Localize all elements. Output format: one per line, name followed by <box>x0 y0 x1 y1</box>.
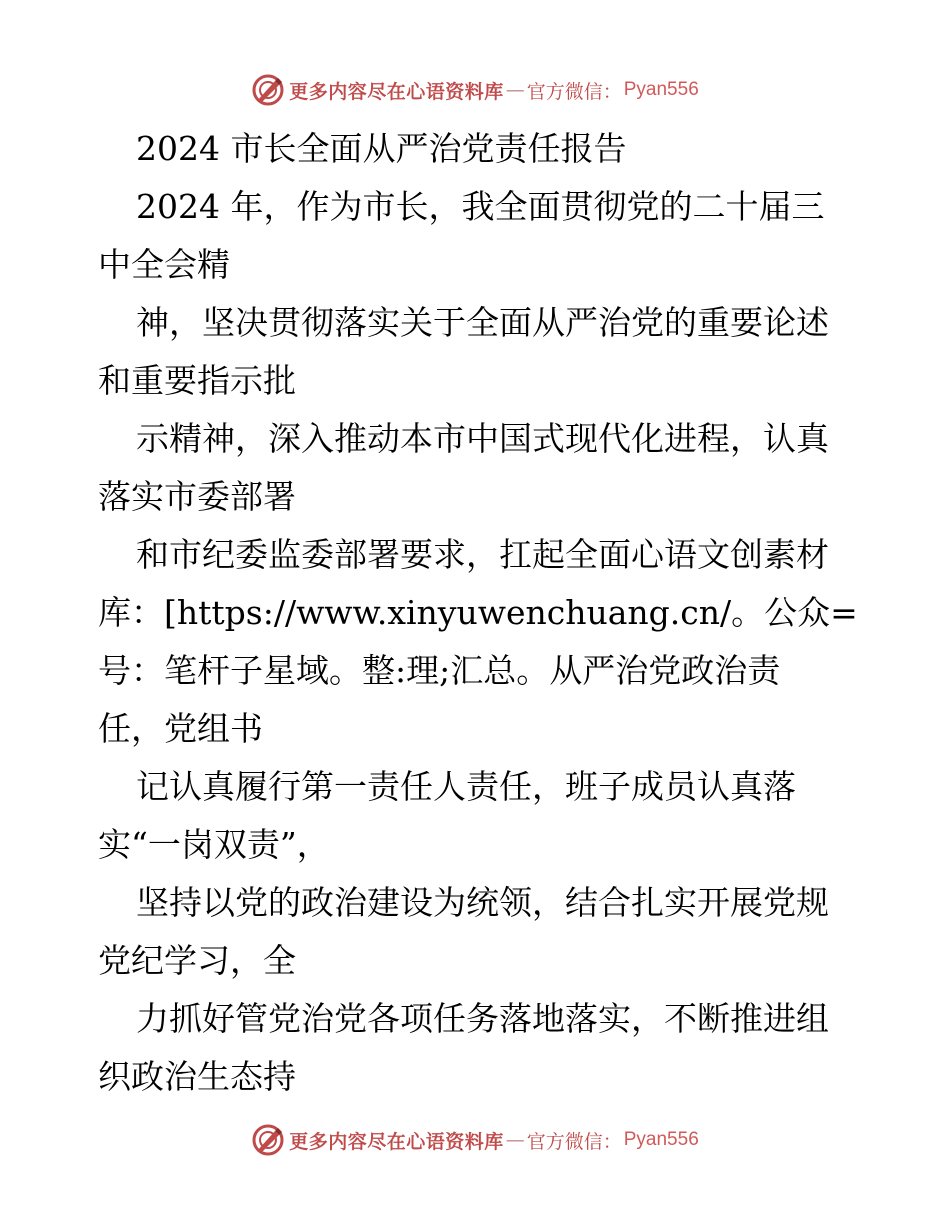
paragraph-line: 和市纪委监委部署要求，扛起全面心语文创素材 <box>136 535 829 574</box>
banner-main-text: 更多内容尽在心语资料库 <box>289 80 504 103</box>
paragraph-line: 力抓好管党治党各项任务落地落实，不断推进组 <box>136 999 829 1038</box>
banner-wechat-label: 官方微信： <box>526 1130 622 1153</box>
banner-wechat-id: Pyan556 <box>623 1129 699 1150</box>
paragraph-line: 和重要指示批 <box>98 361 296 400</box>
banner-main-text: 更多内容尽在心语资料库 <box>289 1130 504 1153</box>
paragraph-line: 任，党组书 <box>98 709 263 748</box>
banner-dash: — <box>505 1129 525 1151</box>
paragraph-line: 示精神，深入推动本市中国式现代化进程，认真 <box>136 419 829 458</box>
pen-logo-icon <box>251 1123 285 1157</box>
document-body <box>98 120 858 1106</box>
paragraph-line: 实“一岗双责”， <box>98 825 330 864</box>
paragraph-line: 党纪学习，全 <box>98 941 296 980</box>
paragraph-line: 坚持以党的政治建设为统领，结合扎实开展党规 <box>136 883 829 922</box>
paragraph-line: 记认真履行第一责任人责任，班子成员认真落 <box>136 767 796 806</box>
paragraph-line: 落实市委部署 <box>98 477 296 516</box>
banner-wechat-id: Pyan556 <box>623 79 699 100</box>
paragraph-line: 织政治生态持 <box>98 1057 296 1096</box>
header-watermark-banner <box>0 70 950 110</box>
paragraph-line: 库：[https://www.xinyuwenchuang.cn/。公众= <box>98 593 858 632</box>
pen-logo-icon <box>251 73 285 107</box>
banner-dash: — <box>505 79 525 101</box>
paragraph-line: 2024 年，作为市长，我全面贯彻党的二十届三 <box>136 187 825 226</box>
banner-wechat-label: 官方微信： <box>526 80 622 103</box>
document-title: 2024 市长全面从严治党责任报告 <box>136 129 627 168</box>
paragraph-line: 号：笔杆子星域。整:理;汇总。从严治党政治责 <box>98 651 781 690</box>
footer-watermark-banner <box>0 1120 950 1160</box>
paragraph-line: 神，坚决贯彻落实关于全面从严治党的重要论述 <box>136 303 829 342</box>
paragraph-line: 中全会精 <box>98 245 230 284</box>
